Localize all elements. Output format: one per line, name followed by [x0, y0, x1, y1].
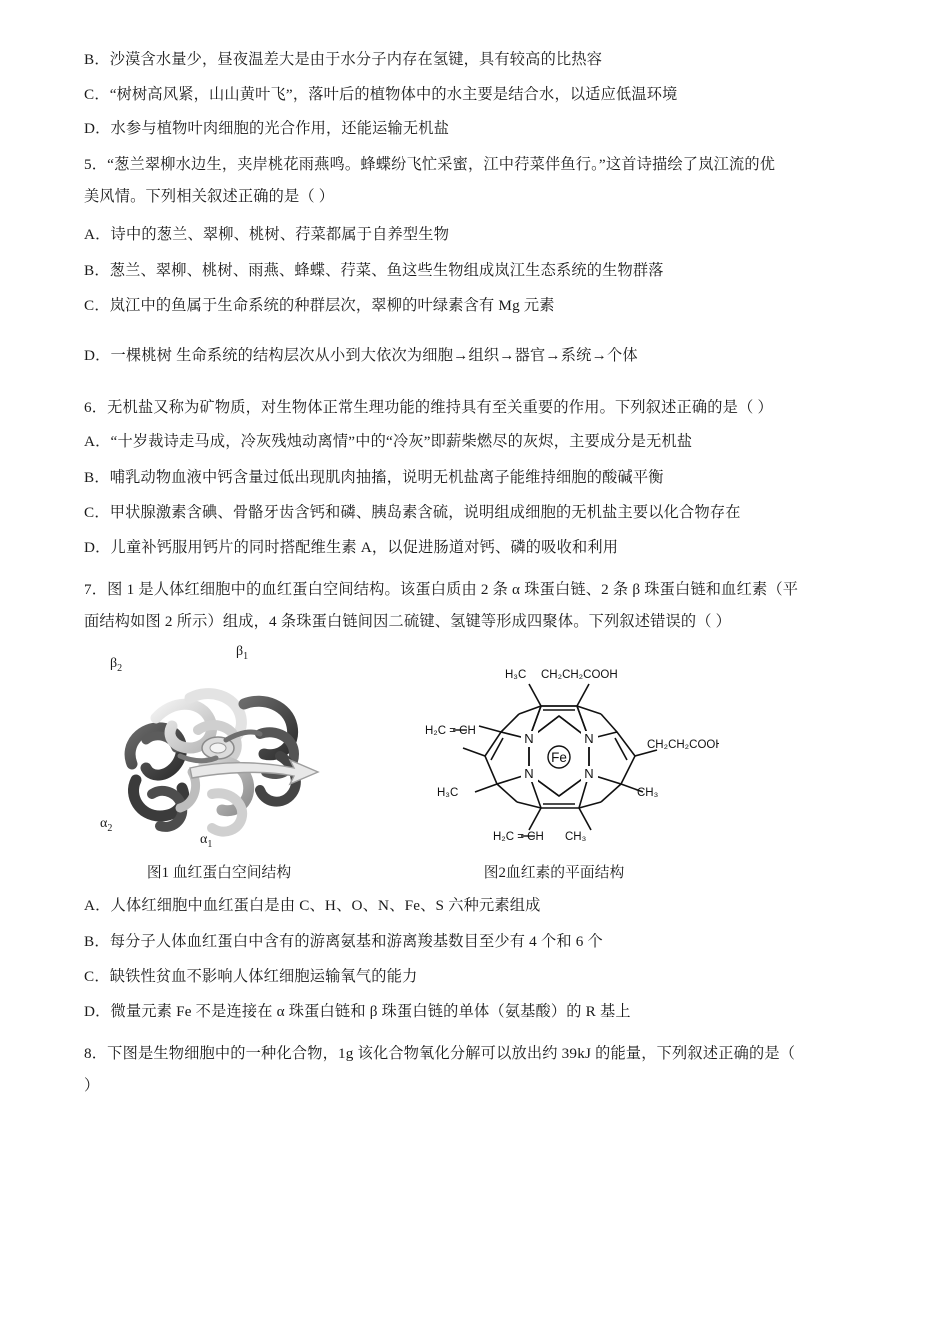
option-d-top: D．水参与植物叶肉细胞的光合作用，还能运输无机盐	[84, 120, 450, 138]
heme-nitrogen-bottom-right: N	[584, 766, 594, 782]
question-6-option-b: B．哺乳动物血液中钙含量过低出现肌肉抽搐，说明无机盐离子能维持细胞的酸碱平衡	[84, 468, 664, 486]
heme-sub-h2c-ch-left: H₂C = CH	[425, 725, 476, 738]
question-7-option-a: A．人体红细胞中血红蛋白是由 C、H、O、N、Fe、S 六种元素组成	[84, 897, 541, 915]
heme-nitrogen-top-left: N	[524, 731, 534, 747]
question-7-option-d: D．微量元素 Fe 不是连接在 α 珠蛋白链和 β 珠蛋白链的单体（氨基酸）的 R 基上	[84, 1003, 631, 1021]
question-7-option-b: B．每分子人体血红蛋白中含有的游离氨基和游离羧基数目至少有 4 个和 6 个	[84, 932, 603, 950]
figure-captions-row	[84, 861, 866, 882]
question-7-stem-line2: 面结构如图 2 所示）组成，4 条珠蛋白链间因二硫键、氢键等形成四聚体。下列叙述错误的（ ）	[84, 612, 732, 630]
figure-2-caption: 图2血红素的平面结构	[483, 865, 625, 882]
heme-sub-h2c-ch-bottom: H₂C = CH	[493, 831, 544, 844]
figure-heme-structure	[389, 644, 719, 859]
question-8-stem-line1: 8．下图是生物细胞中的一种化合物，1g 该化合物氧化分解可以放出约 39kJ 的能量，下列叙述正确的是（	[84, 1044, 796, 1062]
heme-sub-h3c-left: H₃C	[437, 787, 459, 800]
question-5-option-b: B．葱兰、翠柳、桃树、雨燕、蜂蝶、荇菜、鱼这些生物组成岚江生态系统的生物群落	[84, 261, 664, 279]
question-7-option-c: C．缺铁性贫血不影响人体红细胞运输氧气的能力	[84, 968, 418, 986]
question-6-stem: 6．无机盐又称为矿物质，对生物体正常生理功能的维持具有至关重要的作用。下列叙述正确的是（ ）	[84, 398, 773, 416]
figure-hemoglobin-structure	[94, 644, 344, 859]
question-5-option-c: C．岚江中的鱼属于生命系统的种群层次，翠柳的叶绿素含有 Mg 元素	[84, 297, 555, 314]
option-c-top: C．“树树高风紧，山山黄叶飞”，落叶后的植物体中的水主要是结合水，以适应低温环境	[84, 85, 678, 103]
heme-iron-center: Fe	[551, 750, 567, 766]
question-6-option-d: D．儿童补钙服用钙片的同时搭配维生素 A，以促进肠道对钙、磷的吸收和利用	[84, 539, 619, 557]
label-beta1: $\beta_1$	[236, 644, 249, 663]
heme-sub-ch3-right: CH₃	[637, 787, 659, 800]
label-alpha1: $\alpha_1$	[200, 832, 213, 851]
heme-nitrogen-bottom-left: N	[524, 766, 534, 782]
question-7-figures	[84, 644, 866, 859]
question-6-option-a: A．“十岁裁诗走马成，冷灰残烛动离情”中的“冷灰”即薪柴燃尽的灰烬，主要成分是无机盐	[84, 433, 693, 451]
label-beta2: $\beta_2$	[110, 656, 123, 675]
question-7-stem-line1: 7．图 1 是人体红细胞中的血红蛋白空间结构。该蛋白质由 2 条 α 珠蛋白链、2 条 β 珠蛋白链和血红素（平	[84, 580, 799, 598]
label-alpha2: $\alpha_2$	[100, 816, 113, 835]
question-6-option-c: C．甲状腺激素含碘、骨骼牙齿含钙和磷、胰岛素含硫，说明组成细胞的无机盐主要以化合物存在	[84, 504, 741, 522]
heme-svg	[389, 644, 719, 859]
question-5-stem-line2: 美风情。下列相关叙述正确的是（ ）	[84, 187, 335, 205]
heme-sub-ch2ch2cooh-top: CH₂CH₂COOH	[541, 669, 618, 682]
heme-sub-ch2ch2cooh-right: CH₂CH₂COOH	[647, 739, 719, 752]
heme-sub-h3c-top: H₃C	[505, 669, 527, 682]
heme-sub-ch3-bottom: CH₃	[565, 831, 587, 844]
question-5-stem-line1: 5．“葱兰翠柳水边生，夹岸桃花雨燕鸣。蜂蝶纷飞忙采蜜，江中荇菜伴鱼行。”这首诗描绘了岚江流的优	[84, 155, 776, 173]
heme-nitrogen-top-right: N	[584, 731, 594, 747]
option-b-top: B．沙漠含水量少，昼夜温差大是由于水分子内存在氢键，具有较高的比热容	[84, 51, 603, 68]
question-8-stem-line2: ）	[84, 1076, 100, 1094]
figure-1-caption: 图1 血红蛋白空间结构	[146, 865, 292, 882]
question-5-option-d: D．一棵桃树 生命系统的结构层次从小到大依次为细胞→组织→器官→系统→个体	[84, 347, 638, 365]
hemoglobin-svg	[94, 644, 344, 859]
question-5-option-a: A．诗中的葱兰、翠柳、桃树、荇菜都属于自养型生物	[84, 226, 450, 244]
